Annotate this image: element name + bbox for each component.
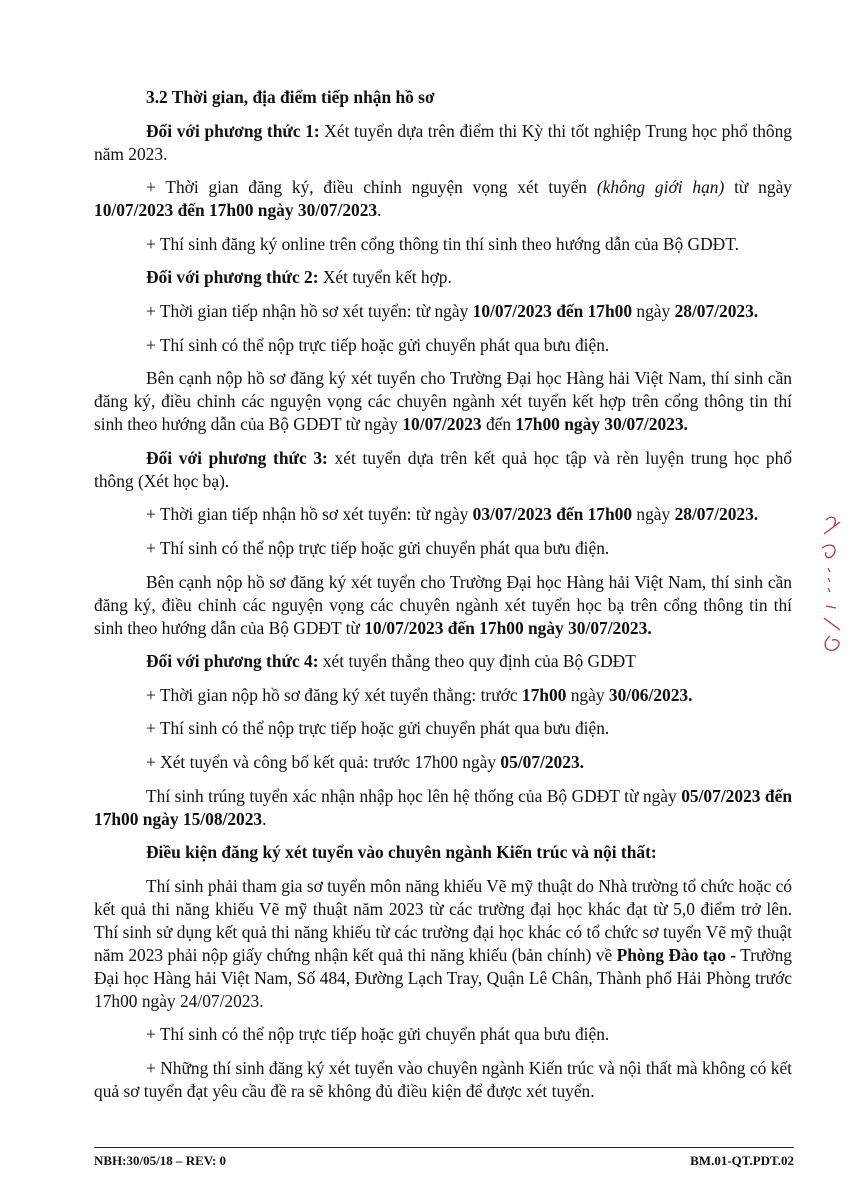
handwritten-initials xyxy=(812,512,852,662)
footer-divider xyxy=(94,1147,794,1148)
method-2-time-text: + Thời gian tiếp nhận hồ sơ xét tuyển: từ ngày xyxy=(146,300,473,321)
architecture-address: Trường Đại học Hàng hải Việt Nam, Số 484, Đường Lạch Tray, Quận Lê Chân, Thành phố Hải Phòng trước 17h00 ngày 24/07/2023. xyxy=(94,944,792,1011)
method-2-time-to: 28/07/2023. xyxy=(674,300,759,321)
confirmation-end: . xyxy=(262,808,267,829)
method-3-besides-dates: 10/07/2023 đến 17h00 ngày 30/07/2023. xyxy=(364,617,652,638)
method-2-besides-mid: đến xyxy=(481,414,516,435)
method-4-time-text: + Thời gian nộp hồ sơ đăng ký xét tuyển thẳng: trước xyxy=(146,684,522,705)
method-4-desc: xét tuyển thẳng theo quy định của Bộ GDĐT xyxy=(318,651,636,672)
method-4-result-text: + Xét tuyển và công bố kết quả: trước 17h00 ngày xyxy=(146,751,501,772)
architecture-submit: + Thí sinh có thể nộp trực tiếp hoặc gửi chuyển phát qua bưu điện. xyxy=(146,1024,610,1045)
footer-revision: NBH:30/05/18 – REV: 0 xyxy=(94,1153,227,1168)
method-2-label: Đối với phương thức 2: xyxy=(146,267,319,288)
method-1-time-dates: 10/07/2023 đến 17h00 ngày 30/07/2023 xyxy=(94,200,378,221)
method-3-intro xyxy=(94,447,792,493)
architecture-note: + Những thí sinh đăng ký xét tuyển vào chuyên ngành Kiến trúc và nội thất mà không có kết quả sơ tuyển đạt yêu cầu đề ra sẽ không đủ điều kiện để được xét tuyển. xyxy=(94,1057,792,1101)
method-1-label: Đối với phương thức 1: xyxy=(146,120,320,141)
training-office-name: Phòng Đào tạo - xyxy=(616,944,737,965)
method-2-besides xyxy=(94,367,792,436)
footer-form-code: BM.01-QT.PDT.02 xyxy=(690,1153,794,1168)
method-4-time-day: ngày xyxy=(566,684,609,705)
method-1-time-end: . xyxy=(377,200,382,221)
method-3-time-day: ngày xyxy=(632,504,675,525)
enrollment-confirmation xyxy=(94,785,792,831)
method-2-besides-to: 17h00 ngày 30/07/2023. xyxy=(515,414,688,435)
method-3-desc: xét tuyển dựa trên kết quả học tập và rèn luyện trung học phổ thông (Xét học bạ). xyxy=(94,447,792,491)
method-4-label: Đối với phương thức 4: xyxy=(146,651,319,672)
method-4-result xyxy=(94,751,792,774)
method-3-besides-text: Bên cạnh nộp hồ sơ đăng ký xét tuyển cho Trường Đại học Hàng hải Việt Nam, thí sinh cần đăng ký, điều chỉnh các nguyện vọng các chuyên ngành xét tuyển học bạ trên cổng thông tin thí sinh theo hướng dẫn của Bộ GDĐT từ xyxy=(94,571,792,638)
architecture-body xyxy=(94,875,792,1013)
method-3-submit: + Thí sinh có thể nộp trực tiếp hoặc gửi chuyển phát qua bưu điện. xyxy=(146,537,610,558)
method-1-online: + Thí sinh đăng ký online trên cổng thông tin thí sinh theo hướng dẫn của Bộ GDĐT. xyxy=(146,233,739,254)
confirmation-dates: 05/07/2023 đến 17h00 ngày 15/08/2023 xyxy=(94,785,792,829)
method-2-time-day: ngày xyxy=(632,300,675,321)
method-1-time xyxy=(94,176,792,222)
method-2-time-from: 10/07/2023 đến 17h00 xyxy=(472,300,633,321)
method-1-intro xyxy=(94,120,792,166)
method-1-desc: Xét tuyển dựa trên điểm thi Kỳ thi tốt nghiệp Trung học phổ thông năm 2023. xyxy=(94,120,793,164)
method-3-label: Đối với phương thức 3: xyxy=(146,447,328,468)
method-3-time xyxy=(94,503,792,526)
method-2-intro xyxy=(94,266,792,289)
method-3-time-from: 03/07/2023 đến 17h00 xyxy=(472,504,633,525)
architecture-heading: Điều kiện đăng ký xét tuyển vào chuyên ngành Kiến trúc và nội thất: xyxy=(146,842,657,863)
section-title: 3.2 Thời gian, địa điểm tiếp nhận hồ sơ xyxy=(146,87,435,107)
method-1-time-from: từ ngày xyxy=(724,177,792,198)
method-4-result-date: 05/07/2023. xyxy=(500,751,584,772)
method-3-time-text: + Thời gian tiếp nhận hồ sơ xét tuyển: từ ngày xyxy=(146,504,473,525)
method-4-time-hour: 17h00 xyxy=(521,684,567,705)
method-3-besides xyxy=(94,571,792,640)
method-3-time-to: 28/07/2023. xyxy=(674,504,759,525)
method-1-time-text: + Thời gian đăng ký, điều chỉnh nguyện vọng xét tuyển xyxy=(146,177,597,198)
architecture-body-text: Thí sinh phải tham gia sơ tuyển môn năng khiếu Vẽ mỹ thuật do Nhà trường tổ chức hoặc có kết quả thi năng khiếu Vẽ mỹ thuật năm 2023 từ các trường đại học khác đạt từ 5,0 điểm trở lên. Thí sinh sử dụng kết quả thi năng khiếu từ các trường đại học khác có tổ chức sơ tuyển Vẽ mỹ thuật năm 2023 phải nộp giấy chứng nhận kết quả thi năng khiếu (bản chính) về xyxy=(94,875,792,965)
method-2-besides-text: Bên cạnh nộp hồ sơ đăng ký xét tuyển cho Trường Đại học Hàng hải Việt Nam, thí sinh cần đăng ký, điều chỉnh các nguyện vọng các chuyên ngành xét tuyển kết hợp trên cổng thông tin thí sinh theo hướng dẫn của Bộ GDĐT từ ngày xyxy=(94,368,792,435)
method-1-time-note: (không giới hạn) xyxy=(596,177,725,198)
method-4-intro xyxy=(94,650,792,673)
confirmation-text: Thí sinh trúng tuyển xác nhận nhập học lên hệ thống của Bộ GDĐT từ ngày xyxy=(146,785,682,806)
method-4-submit: + Thí sinh có thể nộp trực tiếp hoặc gửi chuyển phát qua bưu điện. xyxy=(146,718,610,739)
method-4-time xyxy=(94,684,792,707)
method-4-time-date: 30/06/2023. xyxy=(608,684,693,705)
document-body xyxy=(94,86,792,1113)
method-2-desc: Xét tuyển kết hợp. xyxy=(318,267,452,288)
method-2-time xyxy=(94,300,792,323)
method-2-besides-from: 10/07/2023 xyxy=(402,414,482,435)
method-2-submit: + Thí sinh có thể nộp trực tiếp hoặc gửi chuyển phát qua bưu điện. xyxy=(146,334,610,355)
